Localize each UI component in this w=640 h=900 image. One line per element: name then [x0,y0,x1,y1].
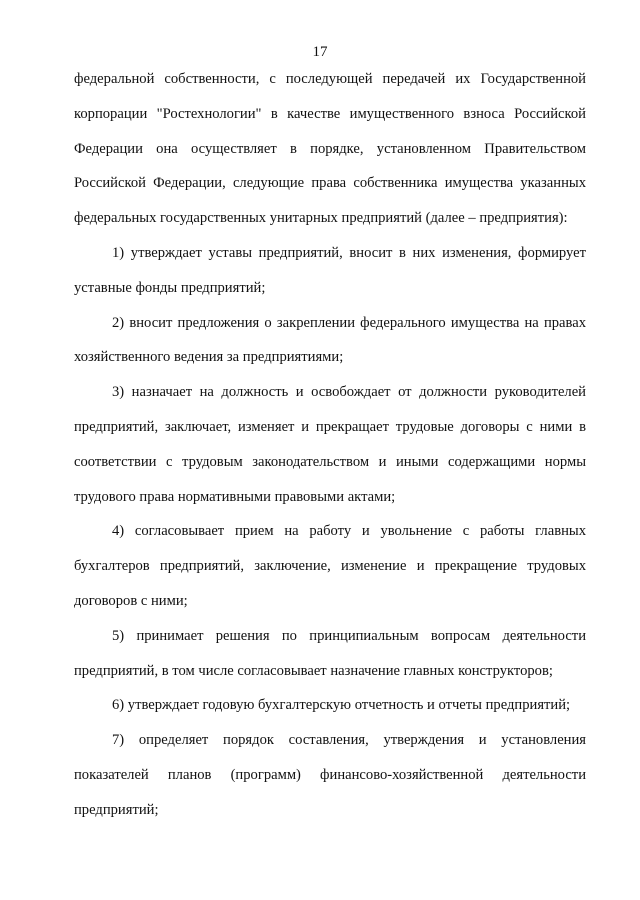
paragraph-item-3: 3) назначает на должность и освобождает от должности руководителей предприятий, заключает, изменяет и прекращает трудовые договоры с ними в соответствии с трудовым законодательством и иными содержащими нормы трудового права нормативными правовыми актами; [74,384,586,505]
paragraph-continuation: федеральной собственности, с последующей передачей их Государственной корпорации "Ростехнологии" в качестве имущественного взноса Российской Федерации она осуществляет в порядке, установленном Правительством Российской Федерации, следующие права собственника имущества указанных федеральных государственных унитарных предприятий (далее – предприятия): [74,71,586,227]
paragraph-item-1: 1) утверждает уставы предприятий, вносит в них изменения, формирует уставные фонды предприятий; [74,244,586,296]
paragraph-item-5: 5) принимает решения по принципиальным вопросам деятельности предприятий, в том числе согласовывает назначение главных конструкторов; [74,627,586,679]
paragraph-item-4: 4) согласовывает прием на работу и увольнение с работы главных бухгалтеров предприятий, заключение, изменение и прекращение трудовых договоров с ними; [74,523,586,609]
document-body [74,62,586,828]
paragraph-item-2: 2) вносит предложения о закреплении федерального имущества на правах хозяйственного ведения за предприятиями; [74,314,586,366]
paragraph-item-7: 7) определяет порядок составления, утверждения и установления показателей планов (программ) финансово-хозяйственной деятельности предприятий; [74,732,586,818]
page-number: 17 [312,44,328,60]
paragraph-item-6: 6) утверждает годовую бухгалтерскую отчетность и отчеты предприятий; [112,697,571,714]
